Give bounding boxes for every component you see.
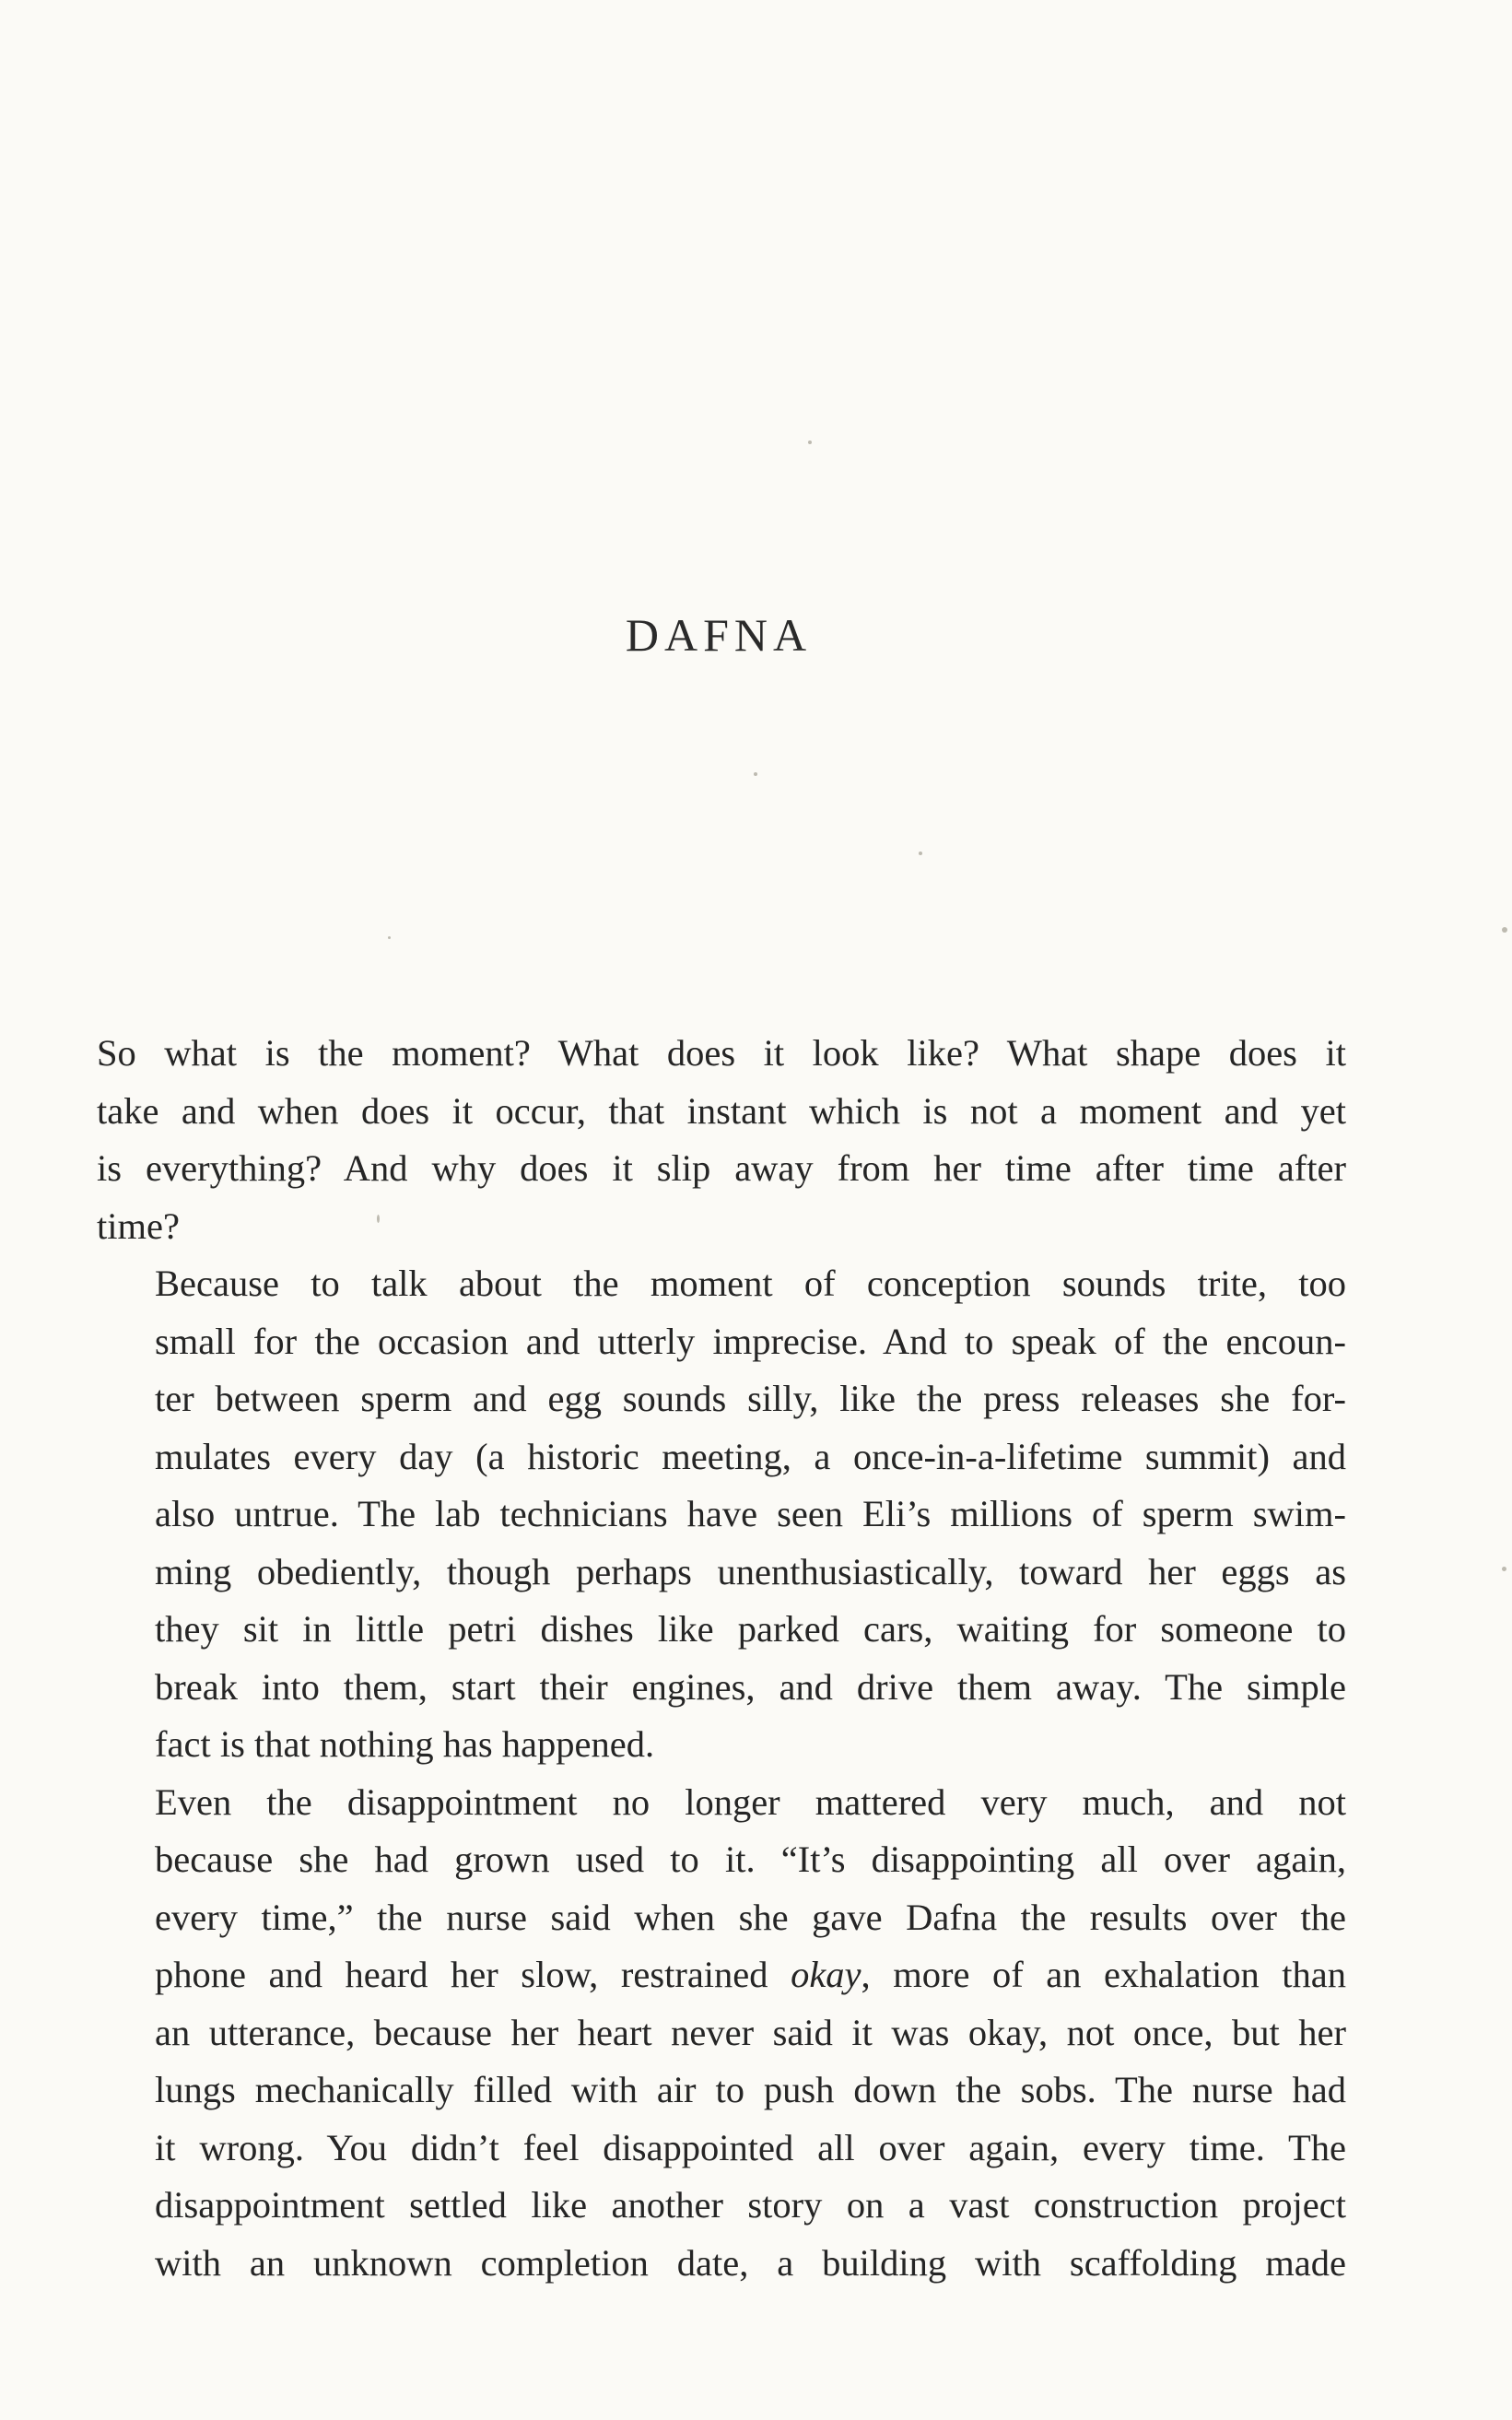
text-line: lungs mechanically filled with air to push down the sobs. The nurse had — [155, 2069, 1346, 2110]
paragraph-3 — [97, 1774, 1346, 2293]
chapter-title: DAFNA — [625, 609, 813, 661]
text-line: mulates every day (a historic meeting, a once-in-a-lifetime summit) and — [155, 1435, 1346, 1477]
text-line: ter between sperm and egg sounds silly, like the press releases she for- — [155, 1378, 1346, 1419]
paper-speck — [377, 1215, 380, 1223]
italic-word: okay — [791, 1954, 861, 1995]
text-line: Even the disappointment no longer mattered very much, and not — [155, 1780, 1346, 1823]
paper-speck — [808, 441, 812, 444]
text-line: ming obediently, though perhaps unenthusiastically, toward her eggs as — [155, 1550, 1346, 1592]
text-line: with an unknown completion date, a building with scaffolding made — [155, 2241, 1346, 2284]
body-text — [97, 1025, 1346, 2292]
paper-speck — [1502, 927, 1507, 933]
text-line: time? — [97, 1204, 180, 1247]
paragraph-1 — [97, 1025, 1346, 1255]
text-line: break into them, start their engines, and drive them away. The simple — [155, 1665, 1346, 1708]
text-line: Because to talk about the moment of conception sounds trite, too — [155, 1263, 1346, 1304]
text-line: they sit in little petri dishes like parked cars, waiting for someone to — [155, 1608, 1346, 1650]
text-segment: phone and heard her slow, restrained — [155, 1954, 791, 1995]
text-line-with-italic — [97, 1946, 1346, 2004]
text-line: because she had grown used to it. “It’s disappointing all over again, — [155, 1838, 1346, 1880]
text-line: is everything? And why does it slip away from her time after time after — [97, 1147, 1346, 1189]
text-line: also untrue. The lab technicians have seen Eli’s millions of sperm swim- — [155, 1493, 1346, 1534]
text-line: it wrong. You didn’t feel disappointed all over again, every time. The — [155, 2126, 1346, 2168]
paper-speck — [388, 936, 391, 939]
text-line: small for the occasion and utterly imprecise. And to speak of the encoun- — [155, 1320, 1346, 1362]
text-segment: , more of an exhalation than — [861, 1954, 1346, 1995]
text-line: take and when does it occur, that instant which is not a moment and yet — [97, 1089, 1346, 1132]
text-line: every time,” the nurse said when she gave Dafna the results over the — [155, 1896, 1346, 1938]
text-line: disappointment settled like another story on a vast construction project — [155, 2184, 1346, 2226]
paper-speck — [1502, 1567, 1506, 1571]
paper-speck — [754, 772, 757, 776]
text-line: fact is that nothing has happened. — [155, 1723, 655, 1765]
paper-speck — [919, 852, 922, 855]
text-line: an utterance, because her heart never said it was okay, not once, but her — [155, 2011, 1346, 2053]
paragraph-2 — [97, 1255, 1346, 1774]
text-line: So what is the moment? What does it look like? What shape does it — [97, 1032, 1346, 1074]
